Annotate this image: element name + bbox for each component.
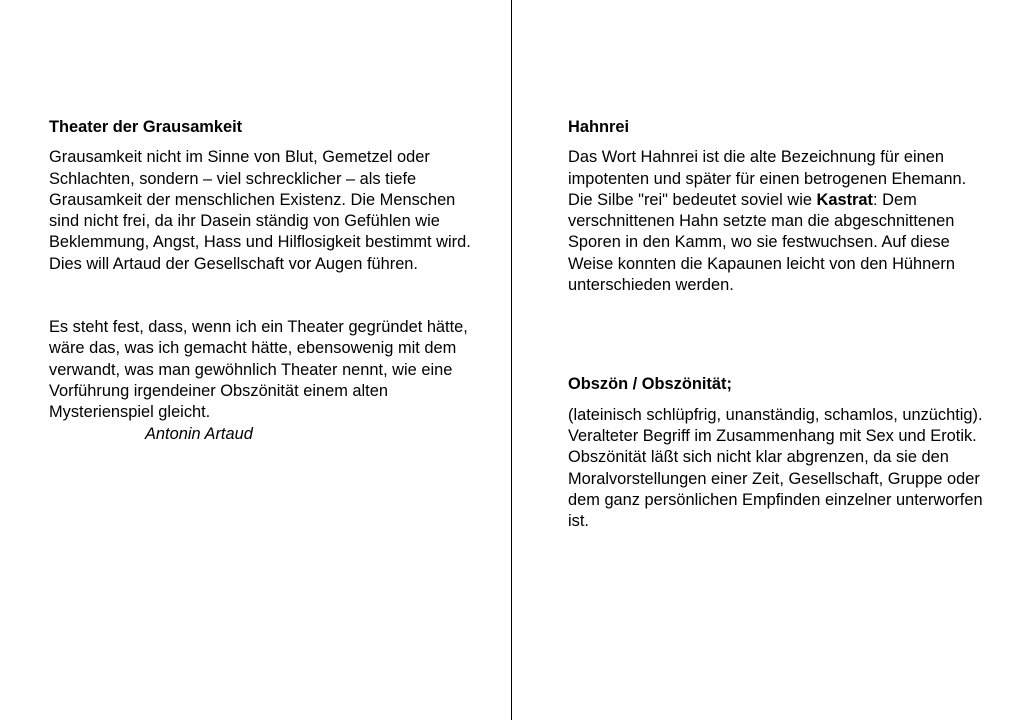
quote-attribution: Antonin Artaud: [145, 424, 253, 443]
artaud-quote: Es steht fest, dass, wenn ich ein Theater gegründet hätte, wäre das, was ich gemacht hätte, ebensowenig mit dem verwandt, was man gewöhnlich Theater nennt, wie eine Vorführung irgendeiner Obszönität einem alten Mysterienspiel gleicht.: [49, 318, 468, 422]
left-page: [49, 117, 479, 445]
hahnrei-text-end: : Dem verschnittenen Hahn setzte man die abgeschnittenen Sporen in den Kamm, wo sie festwuchsen. Auf diese Weise konnten die Kapaunen leicht von den Hühnern unterschieden werden.: [568, 190, 955, 295]
spacer: [49, 275, 479, 317]
page-divider-line: [511, 0, 512, 720]
right-page: [568, 117, 983, 532]
obszoen-paragraph: (lateinisch schlüpfrig, unanständig, schamlos, unzüchtig). Veralteter Begriff im Zusammenhang mit Sex und Erotik. Obszönität läßt sich nicht klar abgrenzen, da sie den Moralvorstellungen einer Zeit, Gesellschaft, Gruppe oder dem ganz persönlichen Empfinden einzelner unterworfen ist.: [568, 405, 983, 531]
obszoen-heading: Obszön / Obszönität;: [568, 375, 732, 394]
hahnrei-heading: Hahnrei: [568, 118, 630, 136]
left-paragraph: Grausamkeit nicht im Sinne von Blut, Gemetzel oder Schlachten, sondern – viel schrecklicher – als tiefe Grausamkeit der menschlichen Existenz. Die Menschen sind nicht frei, da ihr Dasein ständig von Gefühlen wie Beklemmung, Angst, Hass und Hilflosigkeit bestimmt wird. Dies will Artaud der Gesellschaft vor Augen führen.: [49, 148, 471, 273]
kastrat-term: Kastrat: [816, 190, 874, 209]
left-heading: Theater der Grausamkeit: [49, 118, 243, 136]
spacer: [568, 296, 983, 374]
hahnrei-paragraph: [568, 147, 983, 296]
hahnrei-text-start: Das Wort Hahnrei ist die alte Bezeichnung für einen impotenten und später für einen betrogenen Ehemann. Die Silbe "rei" bedeutet soviel wie: [568, 148, 967, 209]
